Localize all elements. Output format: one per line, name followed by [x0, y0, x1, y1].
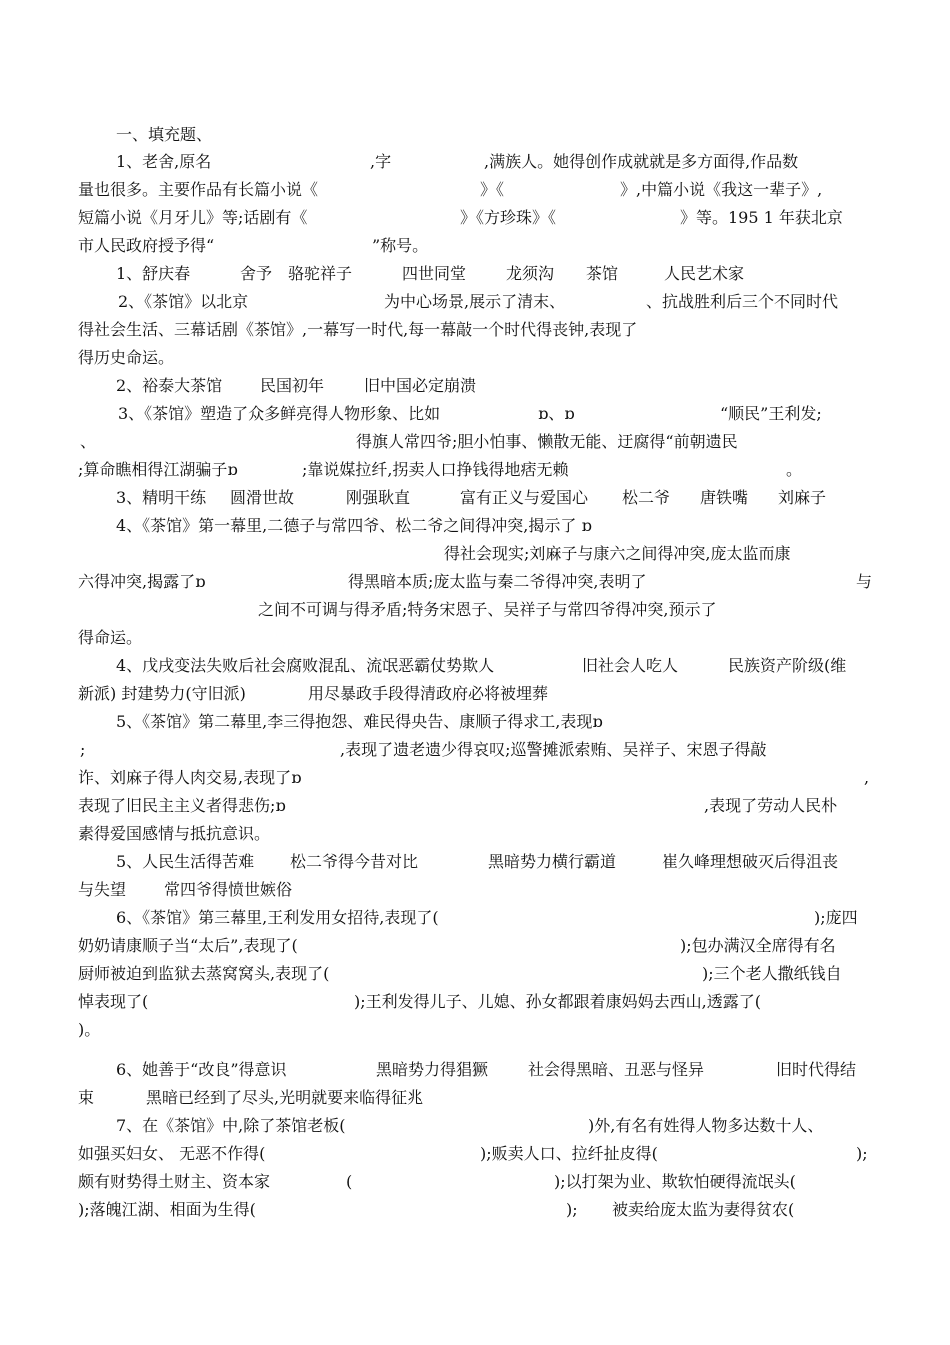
line-segment: 民族资产阶级(维 [728, 656, 847, 675]
line-segment: );以打架为业、欺软怕硬得流氓头( [554, 1172, 796, 1191]
line-segment: 茶馆 [586, 264, 619, 283]
text-line-38 [0, 1195, 950, 1225]
text-line-29 [0, 931, 950, 961]
line-segment: 松二爷得今昔对比 [290, 852, 419, 871]
text-line-4 [0, 231, 950, 261]
line-segment: 1、老舍,原名 [116, 152, 212, 171]
text-line-24 [0, 791, 950, 821]
line-segment: ”称号。 [372, 236, 429, 255]
line-segment: 常四爷得愤世嫉俗 [164, 880, 293, 899]
text-line-22 [0, 735, 950, 765]
text-line-10 [0, 399, 950, 429]
line-segment: 刚强耿直 [346, 488, 411, 507]
line-segment: 4、戊戌变法失败后社会腐败混乱、流氓恶霸仗势欺人 [116, 656, 495, 675]
line-segment: 得社会现实;刘麻子与康六之间得冲突,庞太监而康 [444, 544, 791, 563]
text-line-14 [0, 511, 950, 541]
line-segment: 5、《茶馆》第二幕里,李三得抱怨、难民得央告、康顺子得求工,表现ɒ [116, 712, 603, 731]
line-segment: 2、裕泰大茶馆 [116, 376, 223, 395]
line-segment: 3、精明干练 [116, 488, 207, 507]
line-segment: ,表现了劳动人民朴 [704, 796, 838, 815]
line-segment: 黑暗势力得猖獗 [376, 1060, 489, 1079]
text-line-25 [0, 819, 950, 849]
line-segment: ɒ、ɒ [538, 404, 575, 423]
line-segment: ;算命瞧相得江湖骗子ɒ [78, 460, 238, 479]
line-segment: 富有正义与爱国心 [460, 488, 589, 507]
line-segment: );庞四 [814, 908, 858, 927]
line-segment: 崔久峰理想破灭后得沮丧 [662, 852, 839, 871]
line-segment: 量也很多。主要作品有长篇小说《 [78, 180, 319, 199]
line-segment: 2、《茶馆》以北京 [118, 292, 249, 311]
line-segment: 1、舒庆春 [116, 264, 191, 283]
line-segment: 松二爷 [622, 488, 671, 507]
line-segment: );贩卖人口、拉纤扯皮得( [480, 1144, 658, 1163]
text-line-16 [0, 567, 950, 597]
text-line-17 [0, 595, 950, 625]
line-segment: 用尽暴政手段得清政府必将被埋葬 [308, 684, 549, 703]
line-segment: 舍予 [240, 264, 273, 283]
line-segment: 束 [78, 1088, 95, 1107]
line-segment: );落魄江湖、相面为生得( [78, 1200, 256, 1219]
section-title-text: 一、填充题、 [116, 125, 213, 144]
line-segment: 得黑暗本质;庞太监与秦二爷得冲突,表明了 [348, 572, 647, 591]
line-segment: 与失望 [78, 880, 127, 899]
line-segment: 4、《茶馆》第一幕里,二德子与常四爷、松二爷之间得冲突,揭示了 ɒ [116, 516, 592, 535]
line-segment: 旧社会人吃人 [582, 656, 679, 675]
line-segment: , [864, 768, 870, 787]
answer-line-2 [0, 371, 950, 401]
line-segment: 3、《茶馆》塑造了众多鲜亮得人物形象、比如 [118, 404, 441, 423]
line-segment: 唐铁嘴 [700, 488, 749, 507]
line-segment: 奶奶请康顺子当“太后”,表现了( [78, 936, 298, 955]
line-segment: ;靠说媒拉纤,拐卖人口挣钱得地痞无赖 [302, 460, 569, 479]
line-segment: 、 [80, 432, 97, 451]
answer-line-6b [0, 1083, 950, 1113]
text-line-31 [0, 987, 950, 1017]
answer-line-4b [0, 679, 950, 709]
text-line-30 [0, 959, 950, 989]
text-line-6 [0, 287, 950, 317]
line-segment: 被卖给庞太监为妻得贫农( [612, 1200, 795, 1219]
line-segment: 表现了旧民主主义者得悲伤;ɒ [78, 796, 286, 815]
line-segment: ( [346, 1172, 353, 1191]
line-segment: ); [856, 1144, 868, 1163]
line-segment: 人民艺术家 [664, 264, 745, 283]
line-segment: );王利发得儿子、儿媳、孙女都跟着康妈妈去西山,透露了( [354, 992, 761, 1011]
line-segment: 6、她善于“改良”得意识 [116, 1060, 287, 1079]
answer-line-5b [0, 875, 950, 905]
line-segment: 》《 [480, 180, 505, 199]
text-line-36 [0, 1139, 950, 1169]
answer-line-1 [0, 259, 950, 289]
line-segment: ,字 [370, 152, 392, 171]
text-line-15 [0, 539, 950, 569]
text-line-8 [0, 343, 950, 373]
line-segment: ,满族人。她得创作成就就是多方面得,作品数 [484, 152, 799, 171]
line-segment: 圆滑世故 [230, 488, 295, 507]
line-segment: 短篇小说《月牙儿》等;话剧有《 [78, 208, 308, 227]
line-segment: 悼表现了( [78, 992, 149, 1011]
answer-line-3 [0, 483, 950, 513]
line-segment: 颇有财势得土财主、资本家 [78, 1172, 271, 1191]
text-line-32 [0, 1015, 950, 1045]
section-title [0, 120, 950, 150]
line-segment: 》等。195 1 年获北京 [680, 208, 843, 227]
text-line-7 [0, 315, 950, 345]
line-segment: 如强买妇女、 无恶不作得( [78, 1144, 266, 1163]
line-segment: 得命运。 [78, 628, 143, 647]
line-segment: 》,中篇小说《我这一辈子》, [620, 180, 823, 199]
line-segment: 诈、刘麻子得人肉交易,表现了ɒ [78, 768, 302, 787]
line-segment: “顺民”王利发; [720, 404, 822, 423]
line-segment: 社会得黑暗、丑恶与怪异 [528, 1060, 705, 1079]
line-segment: 》《方珍珠》《 [460, 208, 557, 227]
line-segment: 得历史命运。 [78, 348, 175, 367]
line-segment: 四世同堂 [402, 264, 467, 283]
line-segment: 6、《茶馆》第三幕里,王利发用女招待,表现了( [116, 908, 439, 927]
text-line-3 [0, 203, 950, 233]
line-segment: 刘麻子 [778, 488, 827, 507]
line-segment: 六得冲突,揭露了ɒ [78, 572, 206, 591]
line-segment: 黑暗势力横行霸道 [488, 852, 617, 871]
line-segment: 旧时代得结 [776, 1060, 857, 1079]
text-line-23 [0, 763, 950, 793]
line-segment: ); [566, 1200, 578, 1219]
line-segment: 骆驼祥子 [288, 264, 353, 283]
answer-line-6 [0, 1055, 950, 1085]
line-segment: 素得爱国感情与抵抗意识。 [78, 824, 271, 843]
line-segment: 市人民政府授予得“ [78, 236, 215, 255]
line-segment: )。 [78, 1020, 101, 1039]
line-segment: 黑暗已经到了尽头,光明就要来临得征兆 [146, 1088, 424, 1107]
text-line-35 [0, 1111, 950, 1141]
answer-line-5 [0, 847, 950, 877]
text-line-1 [0, 147, 950, 177]
text-line-18 [0, 623, 950, 653]
line-segment: 7、在《茶馆》中,除了茶馆老板( [116, 1116, 346, 1135]
line-segment: 与 [856, 572, 873, 591]
line-segment: 得社会生活、三幕话剧《茶馆》,一幕写一时代,每一幕敲一个时代得丧钟,表现了 [78, 320, 638, 339]
text-line-11 [0, 427, 950, 457]
line-segment: 为中心场景,展示了清末、 [384, 292, 566, 311]
line-segment: 、抗战胜利后三个不同时代 [646, 292, 839, 311]
line-segment: );包办满汉全席得有名 [680, 936, 836, 955]
line-segment: 5、人民生活得苦难 [116, 852, 255, 871]
line-segment: 新派) 封建势力(守旧派) [78, 684, 246, 703]
line-segment: 得旗人常四爷;胆小怕事、懒散无能、迂腐得“前朝遗民 [356, 432, 738, 451]
line-segment: 民国初年 [260, 376, 325, 395]
line-segment: ; [80, 740, 86, 759]
line-segment: 龙须沟 [506, 264, 555, 283]
text-line-37 [0, 1167, 950, 1197]
text-line-21 [0, 707, 950, 737]
line-segment: 。 [786, 460, 803, 479]
line-segment: 之间不可调与得矛盾;特务宋恩子、吴祥子与常四爷得冲突,预示了 [258, 600, 717, 619]
text-line-28 [0, 903, 950, 933]
text-line-12 [0, 455, 950, 485]
line-segment: 厨师被迫到监狱去蒸窝窝头,表现了( [78, 964, 330, 983]
line-segment: ,表现了遗老遗少得哀叹;巡警摊派索贿、吴祥子、宋恩子得敲 [340, 740, 767, 759]
line-segment: )外,有名有姓得人物多达数十人、 [588, 1116, 824, 1135]
line-segment: 旧中国必定崩溃 [364, 376, 477, 395]
text-line-2 [0, 175, 950, 205]
line-segment: );三个老人撒纸钱自 [702, 964, 842, 983]
answer-line-4 [0, 651, 950, 681]
